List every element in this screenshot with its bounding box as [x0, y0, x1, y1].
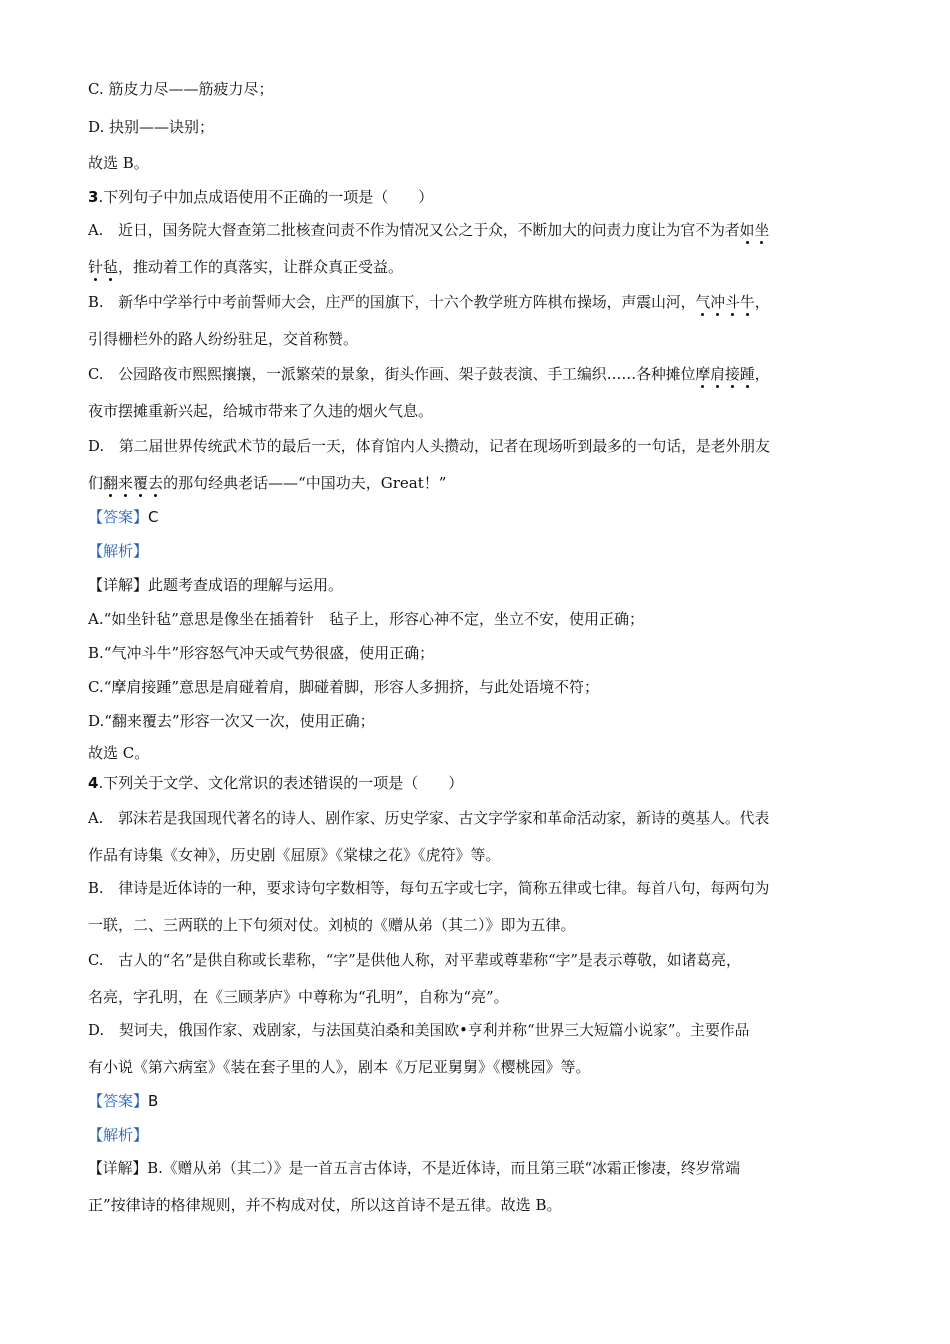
text: B. 新华中学举行中考前誓师大会，庄严的国旗下，十六个教学班方阵棋布操场，声震山河，: [88, 294, 696, 311]
detail-text: B.《赠从弟（其二）》是一首五言古体诗，不是近体诗，而且第三联“冰霜正惨凄，终岁常端: [147, 1160, 741, 1177]
answer-value: B: [148, 1092, 159, 1110]
q3-explain-c: C.“摩肩接踵”意思是肩碰着肩，脚碰着脚，形容人多拥挤，与此处语境不符；: [88, 678, 600, 696]
answer-value: C: [148, 508, 159, 526]
q3-option-c-line2: 夜市摆摊重新兴起，给城市带来了久违的烟火气息。: [88, 402, 434, 420]
emphasis-char: 如: [739, 222, 755, 239]
text: 们: [88, 474, 104, 492]
q3-option-b-line1: [88, 292, 770, 314]
text: ，推动着工作的真落实，让群众真正受益。: [118, 258, 404, 276]
text: 的那句经典老话——“中国功夫，Great！”: [163, 474, 447, 492]
q4-option-c-line2: 名亮，字孔明，在《三顾茅庐》中尊称为“孔明”，自称为“亮”。: [88, 988, 509, 1006]
q3-explain-b: B.“气冲斗牛”形容怒气冲天或气势很盛，使用正确；: [88, 644, 435, 662]
answer-tag: 【答案】: [88, 508, 149, 526]
q4-analysis-tag: [88, 1124, 148, 1146]
q4-option-c-line1: C. 古人的“名”是供自称或长辈称，“字”是供他人称，对平辈或尊辈称“字”是表示尊敬，如诸葛亮，: [88, 952, 741, 969]
dotted-idiom: [88, 258, 118, 276]
detail-tag: 【详解】: [88, 576, 149, 594]
emphasis-char: 斗: [725, 294, 740, 311]
q3-conclusion: 故选 C。: [88, 744, 150, 762]
dotted-idiom: [695, 366, 754, 383]
detail-text: 此题考查成语的理解与运用。: [148, 576, 344, 594]
option-c-line: C. 筋皮力尽——筋疲力尽；: [88, 80, 274, 98]
detail-tag: 【详解】: [88, 1160, 148, 1177]
dotted-idiom: [695, 294, 754, 311]
q3-option-c-line1: [88, 364, 769, 386]
emphasis-char: 肩: [710, 366, 726, 383]
q4-detail-line2: 正”按律诗的格律规则，并不构成对仗，所以这首诗不是五律。故选 B。: [88, 1196, 562, 1214]
text: C. 公园路夜市熙熙攘攘，一派繁荣的景象，街头作画、架子鼓表演、手工编织……各种摊位: [88, 366, 696, 383]
emphasis-char: 坐: [754, 222, 770, 239]
q3-analysis-tag: [88, 540, 148, 562]
emphasis-char: 翻: [103, 474, 119, 492]
emphasis-char: 气: [695, 294, 711, 311]
question-4-stem: [88, 772, 463, 794]
answer-tag: 【答案】: [88, 1092, 149, 1110]
option-d-line: D. 抉别——诀别；: [88, 118, 215, 136]
text: A. 近日，国务院大督查第二批核查问责不作为情况又公之于众，不断加大的问责力度让为官不为者: [88, 222, 740, 239]
question-number: 3: [88, 188, 99, 206]
q4-option-a-line2: 作品有诗集《女神》，历史剧《屈原》《棠棣之花》《虎符》等。: [88, 846, 501, 864]
question-3-stem: [88, 186, 433, 208]
text: ，: [754, 366, 770, 383]
q4-option-b-line2: 一联，二、三两联的上下句须对仗。刘桢的《赠从弟（其二）》即为五律。: [88, 916, 576, 934]
q3-option-b-line2: 引得栅栏外的路人纷纷驻足，交首称赞。: [88, 330, 359, 348]
q4-option-d-line1: D. 契诃夫，俄国作家、戏剧家，与法国莫泊桑和美国欧•亨利并称“世界三大短篇小说家”。主要作品: [88, 1022, 750, 1039]
q3-option-a-line2: [88, 256, 403, 278]
dotted-idiom: [740, 222, 770, 239]
analysis-tag: 【解析】: [88, 542, 149, 560]
question-text: .下列关于文学、文化常识的表述错误的一项是（ ）: [98, 774, 464, 792]
q3-option-a-line1: [88, 220, 769, 242]
emphasis-char: 踵: [739, 366, 755, 383]
emphasis-char: 针: [88, 258, 104, 276]
q4-option-b-line1: B. 律诗是近体诗的一种，要求诗句字数相等，每句五字或七字，简称五律或七律。每首八句，每两句为: [88, 880, 770, 897]
emphasis-char: 来: [118, 474, 134, 492]
q4-option-a-line1: A. 郭沫若是我国现代著名的诗人、剧作家、历史学家、古文字学家和革命活动家，新诗的奠基人。代表: [88, 810, 770, 827]
q3-option-d-line2: [88, 472, 446, 494]
text: ，: [754, 294, 770, 311]
q4-answer: [88, 1090, 158, 1112]
dotted-idiom: [103, 474, 163, 492]
q4-option-d-line2: 有小说《第六病室》《装在套子里的人》，剧本《万尼亚舅舅》《樱桃园》等。: [88, 1058, 591, 1076]
emphasis-char: 牛: [739, 294, 755, 311]
emphasis-char: 去: [148, 474, 164, 492]
question-text: .下列句子中加点成语使用不正确的一项是（ ）: [98, 188, 434, 206]
emphasis-char: 覆: [133, 474, 149, 492]
q3-answer: [88, 506, 159, 528]
answer-conclusion: 故选 B。: [88, 154, 149, 172]
emphasis-char: 毡: [103, 258, 119, 276]
emphasis-char: 冲: [710, 294, 726, 311]
q3-option-d-line1: D. 第二届世界传统武术节的最后一天，体育馆内人头攒动，记者在现场听到最多的一句话，是老外朋友: [88, 438, 770, 455]
question-number: 4: [88, 774, 99, 792]
emphasis-char: 摩: [695, 366, 711, 383]
emphasis-char: 接: [725, 366, 740, 383]
q3-explain-a: A.“如坐针毡”意思是像坐在插着针 毡子上，形容心神不定，坐立不安，使用正确；: [88, 610, 644, 628]
q3-detail: [88, 574, 343, 596]
q3-explain-d: D.“翻来覆去”形容一次又一次，使用正确；: [88, 712, 375, 730]
analysis-tag: 【解析】: [88, 1126, 149, 1144]
q4-detail-line1: [88, 1158, 740, 1180]
